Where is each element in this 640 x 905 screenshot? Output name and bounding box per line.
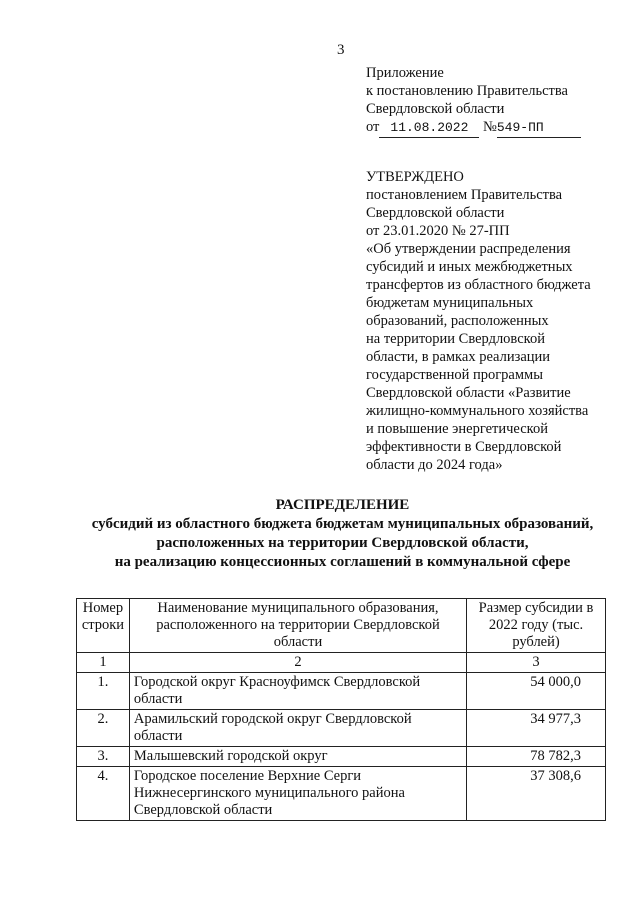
subsidy-amount: 78 782,3 xyxy=(467,747,606,767)
subsidy-amount: 34 977,3 xyxy=(467,710,606,747)
appendix-line-3: Свердловской области xyxy=(366,101,505,117)
title-line-3: на реализацию концессионных соглашений в коммунальной сфере xyxy=(114,554,571,570)
row-number: 1. xyxy=(77,673,130,710)
index-cell: 2 xyxy=(129,653,466,673)
approval-line: субсидий и иных межбюджетных xyxy=(366,259,573,275)
page-number: 3 xyxy=(337,42,345,58)
title-main: РАСПРЕДЕЛЕНИЕ xyxy=(275,497,410,513)
approval-line: государственной программы xyxy=(366,367,543,383)
municipality-name: Арамильский городской округ Свердловской области xyxy=(129,710,466,747)
approval-line: Свердловской области «Развитие xyxy=(366,385,571,401)
title-line-1: субсидий из областного бюджета бюджетам муниципальных образований, xyxy=(91,516,594,532)
table-header-row xyxy=(77,599,606,653)
approval-line: образований, расположенных xyxy=(366,313,549,329)
date-value: 11.08.2022 xyxy=(379,119,479,138)
appendix-block xyxy=(366,64,636,138)
approval-line: на территории Свердловской xyxy=(366,331,545,347)
municipality-name: Городское поселение Верхние Серги Нижнесергинского муниципального района Свердловской области xyxy=(129,767,466,821)
subsidy-table xyxy=(76,598,606,821)
number-value: 549-ПП xyxy=(497,119,581,138)
subsidy-amount: 54 000,0 xyxy=(467,673,606,710)
table-row xyxy=(77,673,606,710)
approval-line: бюджетам муниципальных xyxy=(366,295,534,311)
approval-line: постановлением Правительства xyxy=(366,187,563,203)
table-row xyxy=(77,767,606,821)
number-prefix: № xyxy=(483,119,497,135)
title-line-2: расположенных на территории Свердловской области, xyxy=(156,535,529,551)
index-cell: 3 xyxy=(467,653,606,673)
approval-heading: УТВЕРЖДЕНО xyxy=(366,169,464,185)
approval-line: трансфертов из областного бюджета xyxy=(366,277,591,293)
table-index-row xyxy=(77,653,606,673)
municipality-name: Городской округ Красноуфимск Свердловской области xyxy=(129,673,466,710)
row-number: 4. xyxy=(77,767,130,821)
approval-line: области, в рамках реализации xyxy=(366,349,551,365)
table-row xyxy=(77,710,606,747)
table-row xyxy=(77,747,606,767)
approval-line: «Об утверждении распределения xyxy=(366,241,571,257)
approval-line: области до 2024 года» xyxy=(366,457,503,473)
header-row-number: Номер строки xyxy=(77,599,130,653)
municipality-name: Малышевский городской округ xyxy=(129,747,466,767)
approval-block xyxy=(366,168,628,474)
approval-line: и повышение энергетической xyxy=(366,421,548,437)
index-cell: 1 xyxy=(77,653,130,673)
row-number: 2. xyxy=(77,710,130,747)
appendix-line-1: Приложение xyxy=(366,65,444,81)
date-prefix: от xyxy=(366,119,380,135)
approval-line: Свердловской области xyxy=(366,205,505,221)
appendix-date-line xyxy=(366,118,636,138)
row-number: 3. xyxy=(77,747,130,767)
approval-line: от 23.01.2020 № 27-ПП xyxy=(366,223,510,239)
appendix-line-2: к постановлению Правительства xyxy=(366,83,568,99)
header-subsidy-amount: Размер субсидии в 2022 году (тыс. рублей) xyxy=(467,599,606,653)
approval-line: эффективности в Свердловской xyxy=(366,439,562,455)
header-municipality: Наименование муниципального образования, расположенного на территории Свердловской области xyxy=(129,599,466,653)
approval-line: жилищно-коммунального хозяйства xyxy=(366,403,589,419)
subsidy-amount: 37 308,6 xyxy=(467,767,606,821)
document-title xyxy=(60,496,625,572)
